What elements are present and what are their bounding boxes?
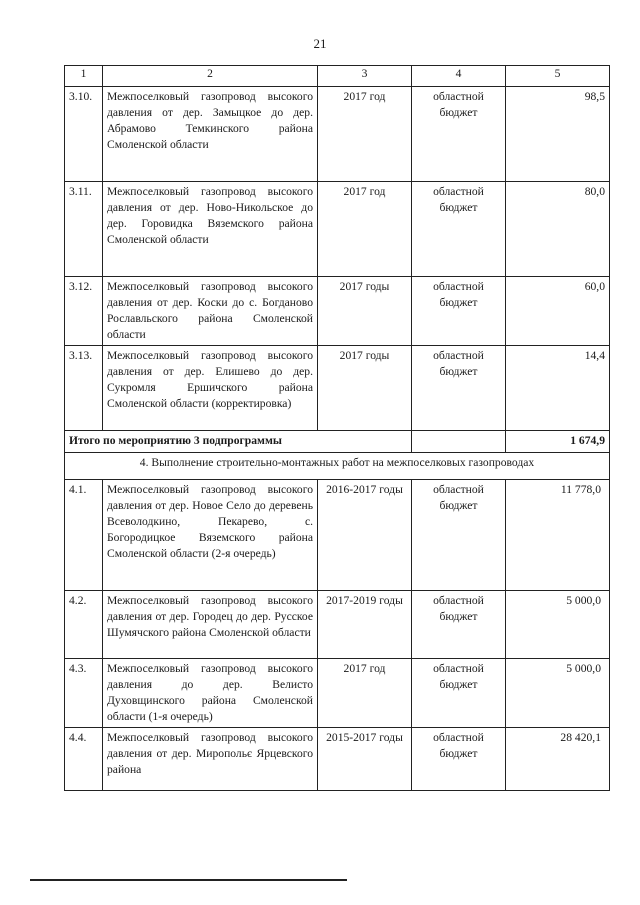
table-row — [65, 277, 610, 346]
program-table — [64, 65, 610, 791]
section-title-row — [65, 453, 610, 480]
total-label: Итого по мероприятию 3 подпрограммы — [65, 431, 412, 453]
table-row — [65, 659, 610, 728]
row-period: 2015-2017 годы — [318, 728, 412, 791]
table-header-row — [65, 66, 610, 87]
row-number: 4.3. — [65, 659, 103, 728]
total-amount: 1 674,9 — [506, 431, 610, 453]
row-source: областной бюджет — [412, 591, 506, 659]
row-period: 2017 годы — [318, 277, 412, 346]
column-header: 3 — [318, 66, 412, 87]
row-number: 3.10. — [65, 87, 103, 182]
row-number: 3.11. — [65, 182, 103, 277]
table-row — [65, 182, 610, 277]
row-description: Межпоселковый газопровод высокого давления от дер. Коски до с. Богданово Рославльского района Смоленской области — [103, 277, 318, 346]
row-description: Межпоселковый газопровод высокого давления от дер. Городец до дер. Русское Шумячского района Смоленской области — [103, 591, 318, 659]
page-number: 21 — [313, 36, 327, 51]
row-amount: 11 778,0 — [506, 480, 610, 591]
column-header: 5 — [506, 66, 610, 87]
table-row — [65, 87, 610, 182]
row-amount: 28 420,1 — [506, 728, 610, 791]
row-description: Межпоселковый газопровод высокого давления от дер. Новое Село до деревень Всеволодкино, Пекарево, с. Богородицкое Вяземского района Смоленской области (2-я очередь) — [103, 480, 318, 591]
row-amount: 5 000,0 — [506, 591, 610, 659]
row-amount: 60,0 — [506, 277, 610, 346]
row-description: Межпоселковый газопровод высокого давления до дер. Велисто Духовщинского района Смоленской области (1-я очередь) — [103, 659, 318, 728]
column-header: 2 — [103, 66, 318, 87]
total-row — [65, 431, 610, 453]
section-title: 4. Выполнение строительно-монтажных работ на межпоселковых газопроводах — [65, 453, 610, 480]
row-number: 3.13. — [65, 346, 103, 431]
row-period: 2017 год — [318, 87, 412, 182]
row-source: областной бюджет — [412, 277, 506, 346]
row-source: областной бюджет — [412, 182, 506, 277]
row-source: областной бюджет — [412, 346, 506, 431]
row-description: Межпоселковый газопровод высокого давления от дер. Замыцкое до дер. Абрамово Темкинского района Смоленской области — [103, 87, 318, 182]
row-period: 2016-2017 годы — [318, 480, 412, 591]
row-number: 3.12. — [65, 277, 103, 346]
row-period: 2017-2019 годы — [318, 591, 412, 659]
row-amount: 98,5 — [506, 87, 610, 182]
column-header: 4 — [412, 66, 506, 87]
row-amount: 80,0 — [506, 182, 610, 277]
row-source: областной бюджет — [412, 87, 506, 182]
table-row — [65, 728, 610, 791]
row-period: 2017 год — [318, 659, 412, 728]
row-number: 4.2. — [65, 591, 103, 659]
row-source: областной бюджет — [412, 728, 506, 791]
row-number: 4.1. — [65, 480, 103, 591]
column-header: 1 — [65, 66, 103, 87]
table-row — [65, 346, 610, 431]
footnote-separator — [30, 879, 347, 881]
row-amount: 14,4 — [506, 346, 610, 431]
total-empty-cell — [412, 431, 506, 453]
row-period: 2017 год — [318, 182, 412, 277]
table-row — [65, 480, 610, 591]
row-description: Межпоселковый газопровод высокого давления от дер. Елишево до дер. Сукромля Ершичского района Смоленской области (корректировка) — [103, 346, 318, 431]
row-description: Межпоселковый газопровод высокого давления от дер. Миропольє Ярцевского района — [103, 728, 318, 791]
row-period: 2017 годы — [318, 346, 412, 431]
row-description: Межпоселковый газопровод высокого давления от дер. Ново-Никольское до дер. Горовидка Вяземского района Смоленской области — [103, 182, 318, 277]
row-source: областной бюджет — [412, 659, 506, 728]
table-row — [65, 591, 610, 659]
row-amount: 5 000,0 — [506, 659, 610, 728]
row-source: областной бюджет — [412, 480, 506, 591]
row-number: 4.4. — [65, 728, 103, 791]
